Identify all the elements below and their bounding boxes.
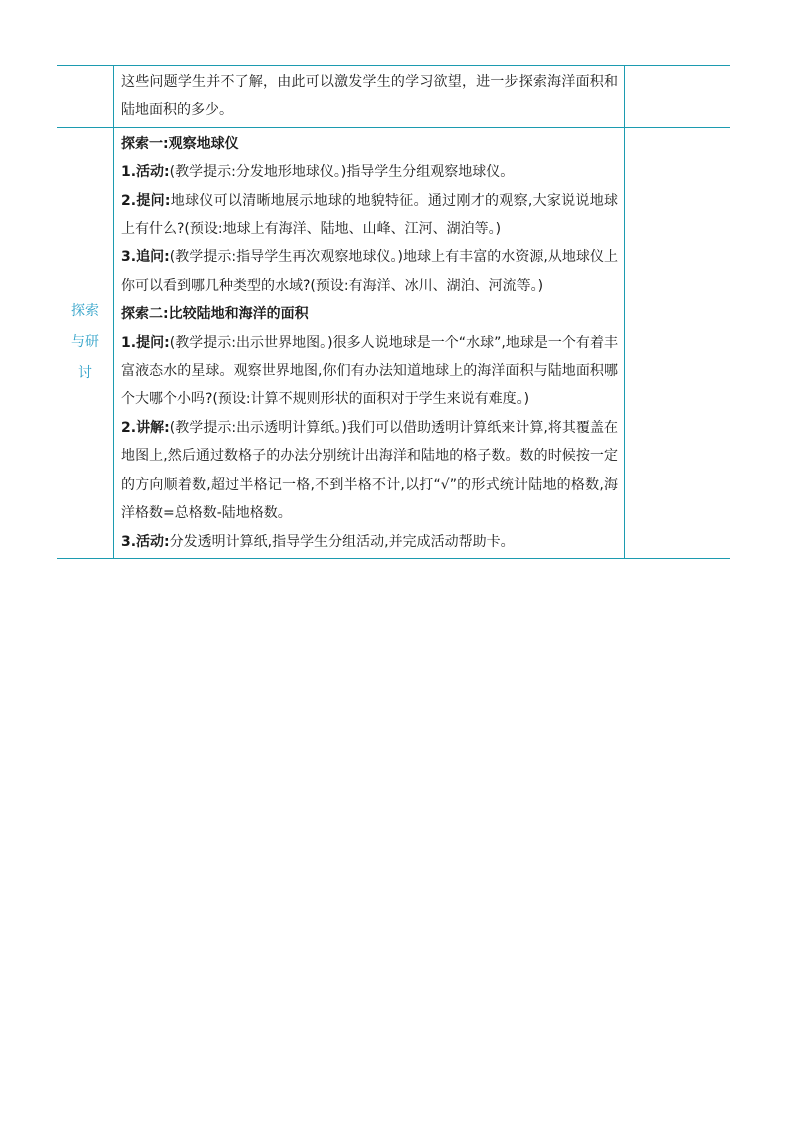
heading-text: 探索一:观察地球仪 <box>121 135 239 152</box>
heading-text: 探索二:比较陆地和海洋的面积 <box>121 306 309 323</box>
paragraph-activity-1 <box>121 158 618 186</box>
step-text: (教学提示:指导学生再次观察地球仪。)地球上有丰富的水资源,从地球仪上你可以看到哪几种类型的水域?(预设:有海洋、冰川、湖泊、河流等。) <box>121 249 618 294</box>
paragraph-question-2 <box>121 329 618 414</box>
section-label: 探索与研讨 <box>71 303 99 382</box>
step-text: 分发透明计算纸,指导学生分组活动,并完成活动帮助卡。 <box>169 533 515 550</box>
paragraph-explain-2 <box>121 414 618 528</box>
step-text: (教学提示:出示透明计算纸。)我们可以借助透明计算纸来计算,将其覆盖在地图上,然后通过数格子的办法分别统计出海洋和陆地的格子数。数的时候按一定的方向顺着数,超过半格记一格,不到半格不计,以打“√”的形式统计陆地的格数,海洋格数=总格数-陆地格数。 <box>121 419 618 522</box>
paragraph-followup-1 <box>121 243 618 300</box>
row2-label-cell <box>57 127 114 558</box>
step-label: 1.活动: <box>121 164 170 181</box>
row1-content-cell <box>114 66 625 128</box>
row1-notes-cell <box>625 66 731 128</box>
step-text: 地球仪可以清晰地展示地球的地貌特征。通过刚才的观察,大家说说地球上有什么?(预设:地球上有海洋、陆地、山峰、江河、湖泊等。) <box>121 192 618 238</box>
step-label: 1.提问: <box>121 334 170 351</box>
step-label: 3.活动: <box>121 533 170 550</box>
table-row <box>57 127 730 558</box>
lesson-plan-table <box>57 65 730 559</box>
step-label: 3.追问: <box>121 249 170 266</box>
step-text: (教学提示:分发地形地球仪。)指导学生分组观察地球仪。 <box>169 164 515 181</box>
explore-two-heading <box>121 300 618 328</box>
row2-content-cell <box>114 127 625 558</box>
row1-paragraph: 这些问题学生并不了解，由此可以激发学生的学习欲望，进一步探索海洋面积和陆地面积的多少。 <box>121 74 618 119</box>
step-label: 2.讲解: <box>121 419 170 436</box>
explore-one-heading <box>121 130 618 158</box>
step-label: 2.提问: <box>121 192 171 209</box>
step-text: (教学提示:出示世界地图。)很多人说地球是一个“水球”,地球是一个有着丰富液态水的星球。观察世界地图,你们有办法知道地球上的海洋面积与陆地面积哪个大哪个小吗?(预设:计算不规则形状的面积对于学生来说有难度。) <box>121 334 618 408</box>
paragraph-question-1 <box>121 187 618 244</box>
table-row <box>57 66 730 128</box>
row1-label-cell <box>57 66 114 128</box>
row2-notes-cell <box>625 127 731 558</box>
paragraph-activity-2 <box>121 528 618 556</box>
